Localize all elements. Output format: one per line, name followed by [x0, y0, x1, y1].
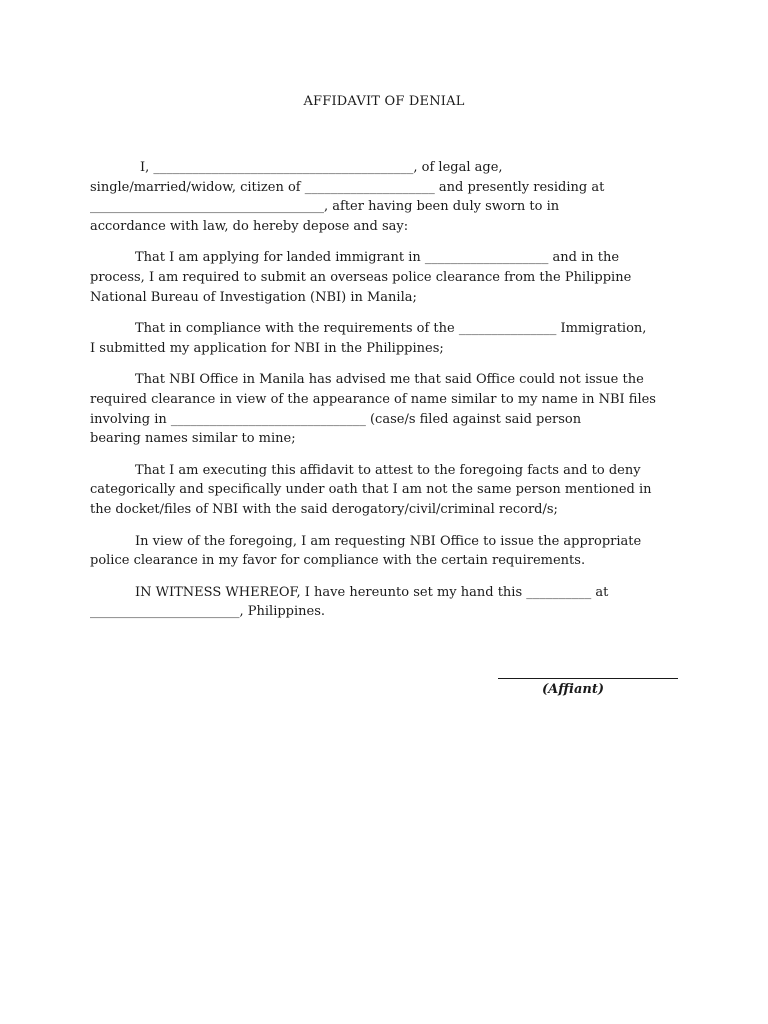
text-line: accordance with law, do hereby depose and say: — [90, 218, 409, 234]
text-line: In view of the foregoing, I am requesting NBI Office to issue the appropriate — [135, 533, 642, 549]
paragraph-identity — [90, 158, 690, 236]
text-line: involving in ______________________________ (case/s filed against said person — [90, 411, 582, 427]
document-body — [90, 158, 690, 634]
signature-line — [498, 678, 678, 679]
text-line: I, ________________________________________, of legal age, — [140, 160, 503, 175]
text-line: That in compliance with the requirements of the _______________ Immigration, — [135, 321, 647, 337]
text-line: bearing names similar to mine; — [90, 431, 296, 447]
text-line: That I am executing this affidavit to attest to the foregoing facts and to deny — [135, 462, 641, 478]
text-line: single/married/widow, citizen of ____________________ and presently residing at — [90, 179, 605, 195]
text-line: process, I am required to submit an overseas police clearance from the Philippine — [90, 269, 632, 285]
paragraph-compliance — [90, 319, 690, 358]
text-line: _______________________, Philippines. — [90, 604, 326, 620]
text-line: required clearance in view of the appearance of name similar to my name in NBI files — [90, 391, 656, 407]
affiant-label: (Affiant) — [542, 682, 604, 697]
text-line: police clearance in my favor for compliance with the certain requirements. — [90, 553, 586, 569]
text-line: ____________________________________, after having been duly sworn to in — [90, 199, 560, 215]
text-line: That I am applying for landed immigrant in ___________________ and in the — [135, 250, 620, 266]
paragraph-witness — [90, 583, 690, 622]
text-line: IN WITNESS WHEREOF, I have hereunto set my hand this __________ at — [135, 584, 609, 600]
text-line: National Bureau of Investigation (NBI) in Manila; — [90, 289, 417, 305]
paragraph-denial — [90, 461, 690, 520]
document-title: AFFIDAVIT OF DENIAL — [303, 94, 465, 109]
text-line: That NBI Office in Manila has advised me that said Office could not issue the — [135, 372, 644, 388]
text-line: I submitted my application for NBI in the Philippines; — [90, 340, 444, 356]
paragraph-nbi-advice — [90, 370, 690, 448]
text-line: categorically and specifically under oath that I am not the same person mentioned in — [90, 482, 652, 498]
paragraph-application — [90, 248, 690, 307]
paragraph-request — [90, 532, 690, 571]
text-line: the docket/files of NBI with the said derogatory/civil/criminal record/s; — [90, 501, 558, 517]
